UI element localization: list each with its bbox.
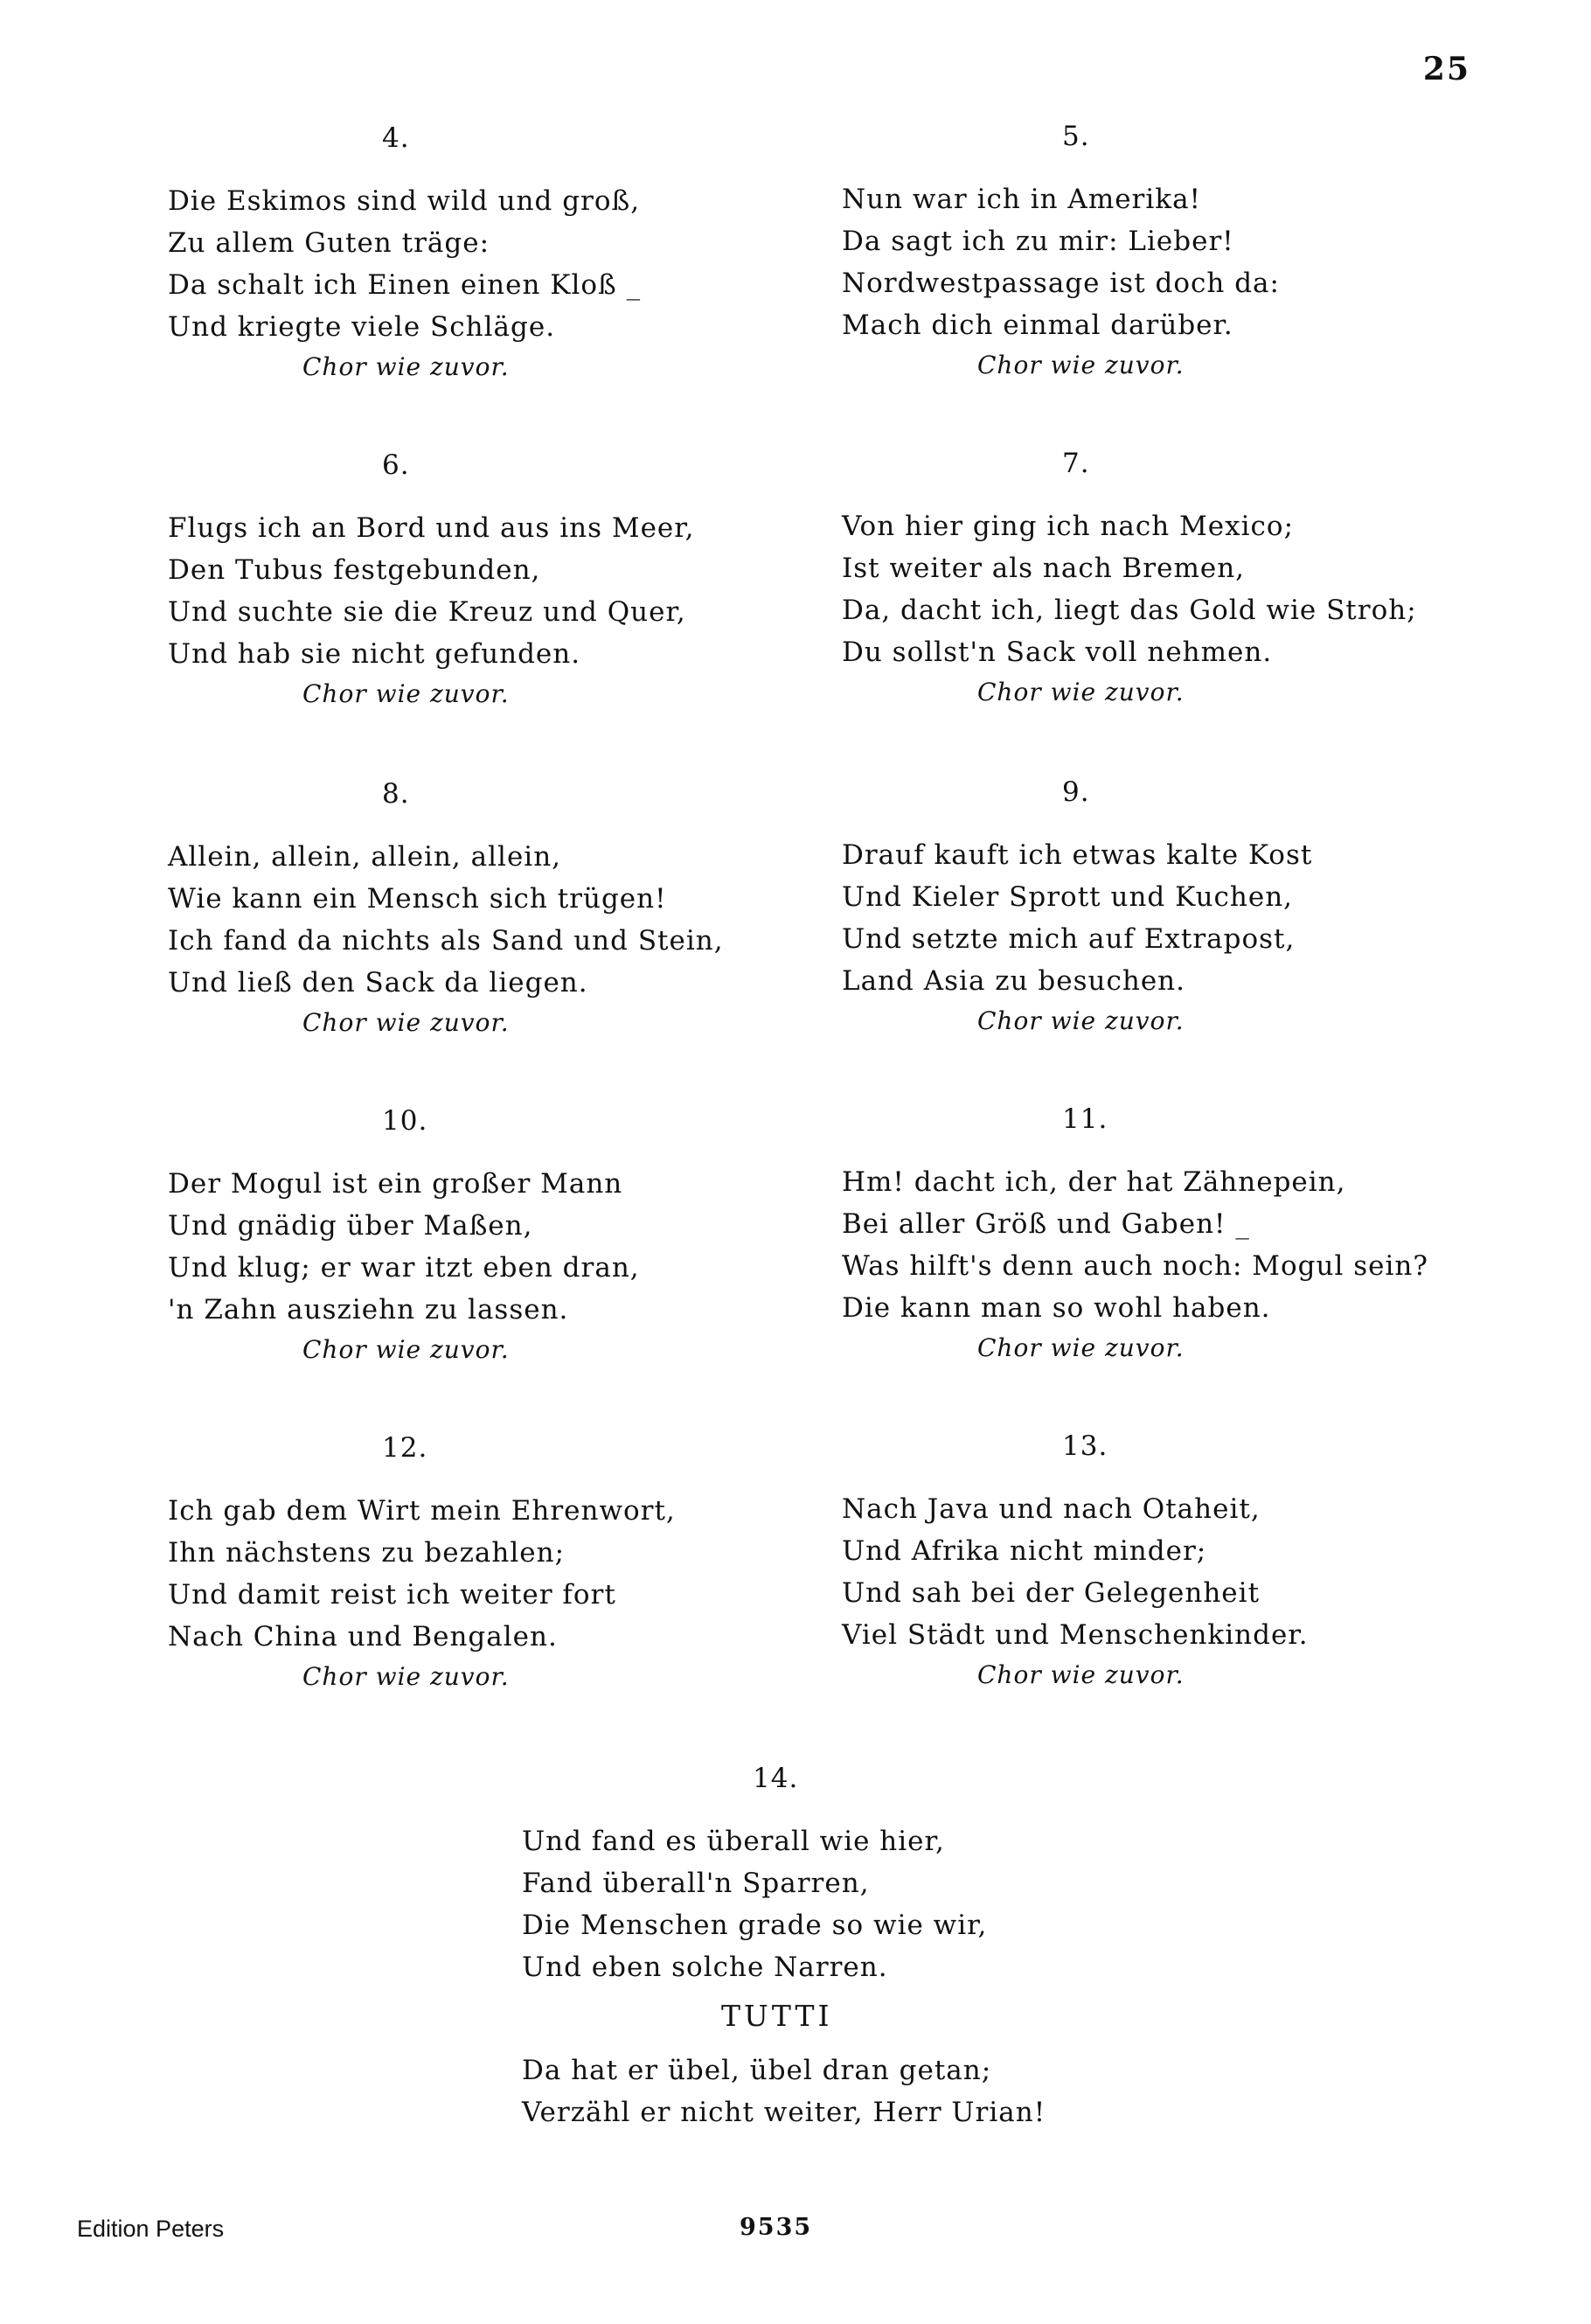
verse-line: Und kriegte viele Schläge. <box>168 311 556 343</box>
stanza-lines <box>168 1490 676 1658</box>
verse-line: Viel Städt und Menschenkinder. <box>842 1619 1309 1651</box>
tutti-lines <box>522 2049 1046 2133</box>
verse-line: Und fand es überall wie hier, <box>522 1826 945 1857</box>
stanza-lines <box>168 836 724 1004</box>
verse-line: Ihn nächstens zu bezahlen; <box>168 1537 566 1569</box>
verse-line: Verzähl er nicht weiter, Herr Urian! <box>522 2097 1046 2128</box>
stanza-lines <box>842 1488 1309 1656</box>
verse-line: Nordwestpassage ist doch da: <box>842 268 1280 299</box>
verse-line: Die Eskimos sind wild und groß, <box>168 185 641 217</box>
stanza-lines <box>168 507 695 675</box>
verse-line: Die Menschen grade so wie wir, <box>522 1910 988 1941</box>
verse-line: Nun war ich in Amerika! <box>842 184 1202 215</box>
chorus-instruction: Chor wie zuvor. <box>302 1335 510 1364</box>
verse-line: Was hilft's denn auch noch: Mogul sein? <box>842 1250 1429 1282</box>
verse-line: Da hat er übel, übel dran getan; <box>522 2055 992 2086</box>
verse-line: Wie kann ein Mensch sich trügen! <box>168 883 667 915</box>
chorus-instruction: Chor wie zuvor. <box>977 351 1185 379</box>
stanza-number: 5. <box>1062 121 1090 152</box>
stanza-number: 11. <box>1062 1103 1108 1135</box>
verse-line: Und suchte sie die Kreuz und Quer, <box>168 596 686 628</box>
verse-line: Der Mogul ist ein großer Mann <box>168 1168 623 1200</box>
stanza-lines <box>842 505 1417 673</box>
tutti-heading: TUTTI <box>721 1999 833 2033</box>
stanza-number: 14. <box>753 1763 799 1794</box>
stanza-lines <box>842 834 1312 1002</box>
verse-line: Allein, allein, allein, allein, <box>168 841 562 873</box>
stanza-number: 7. <box>1062 448 1090 479</box>
verse-line: Und Afrika nicht minder; <box>842 1535 1207 1567</box>
verse-line: Mach dich einmal darüber. <box>842 310 1233 341</box>
chorus-instruction: Chor wie zuvor. <box>977 678 1185 706</box>
verse-line: Du sollst'n Sack voll nehmen. <box>842 637 1273 668</box>
stanza-lines <box>842 1161 1428 1329</box>
verse-line: Fand überall'n Sparren, <box>522 1868 870 1899</box>
stanza-lines <box>168 180 641 348</box>
verse-line: Und setzte mich auf Extrapost, <box>842 923 1296 955</box>
verse-line: Da, dacht ich, liegt das Gold wie Stroh; <box>842 595 1417 626</box>
stanza-number: 6. <box>382 449 410 481</box>
verse-line: Ich gab dem Wirt mein Ehrenwort, <box>168 1495 676 1527</box>
chorus-instruction: Chor wie zuvor. <box>302 679 510 708</box>
verse-line: Bei aller Größ und Gaben! _ <box>842 1208 1250 1240</box>
stanza-number: 12. <box>382 1432 428 1464</box>
stanza-number: 8. <box>382 778 410 810</box>
verse-line: Und eben solche Narren. <box>522 1952 888 1983</box>
verse-line: Nach China und Bengalen. <box>168 1621 558 1653</box>
verse-line: Da sagt ich zu mir: Lieber! <box>842 226 1234 257</box>
verse-line: Und damit reist ich weiter fort <box>168 1579 616 1611</box>
chorus-instruction: Chor wie zuvor. <box>977 1006 1185 1035</box>
verse-line: Ist weiter als nach Bremen, <box>842 553 1246 584</box>
stanza-number: 4. <box>382 122 410 154</box>
chorus-instruction: Chor wie zuvor. <box>977 1333 1185 1362</box>
verse-line: Flugs ich an Bord und aus ins Meer, <box>168 512 695 544</box>
verse-line: Und sah bei der Gelegenheit <box>842 1577 1261 1609</box>
verse-line: Und klug; er war itzt eben dran, <box>168 1252 640 1284</box>
stanza-lines <box>842 178 1280 346</box>
verse-line: Nach Java und nach Otaheit, <box>842 1493 1261 1525</box>
chorus-instruction: Chor wie zuvor. <box>302 1662 510 1691</box>
verse-line: Und gnädig über Maßen, <box>168 1210 533 1242</box>
verse-line: Die kann man so wohl haben. <box>842 1292 1271 1324</box>
verse-line: Zu allem Guten träge: <box>168 227 490 259</box>
publisher-footer: Edition Peters <box>77 2216 225 2242</box>
verse-line: Land Asia zu besuchen. <box>842 965 1185 997</box>
chorus-instruction: Chor wie zuvor. <box>302 1008 510 1037</box>
page-number: 25 <box>1422 51 1470 87</box>
stanza-number: 9. <box>1062 776 1090 808</box>
chorus-instruction: Chor wie zuvor. <box>302 352 510 381</box>
chorus-instruction: Chor wie zuvor. <box>977 1660 1185 1689</box>
stanza-number: 10. <box>382 1105 428 1137</box>
verse-line: 'n Zahn ausziehn zu lassen. <box>168 1294 569 1326</box>
verse-line: Drauf kauft ich etwas kalte Kost <box>842 839 1313 871</box>
verse-line: Und hab sie nicht gefunden. <box>168 638 581 670</box>
stanza-lines <box>168 1163 640 1331</box>
verse-line: Da schalt ich Einen einen Kloß _ <box>168 269 642 301</box>
verse-line: Und Kieler Sprott und Kuchen, <box>842 881 1294 913</box>
stanza-lines <box>522 1820 987 1988</box>
verse-line: Den Tubus festgebunden, <box>168 554 541 586</box>
verse-line: Und ließ den Sack da liegen. <box>168 967 588 998</box>
plate-number: 9535 <box>740 2214 813 2241</box>
verse-line: Von hier ging ich nach Mexico; <box>842 511 1295 542</box>
stanza-number: 13. <box>1062 1430 1108 1462</box>
verse-line: Hm! dacht ich, der hat Zähnepein, <box>842 1166 1346 1198</box>
verse-line: Ich fand da nichts als Sand und Stein, <box>168 925 724 957</box>
